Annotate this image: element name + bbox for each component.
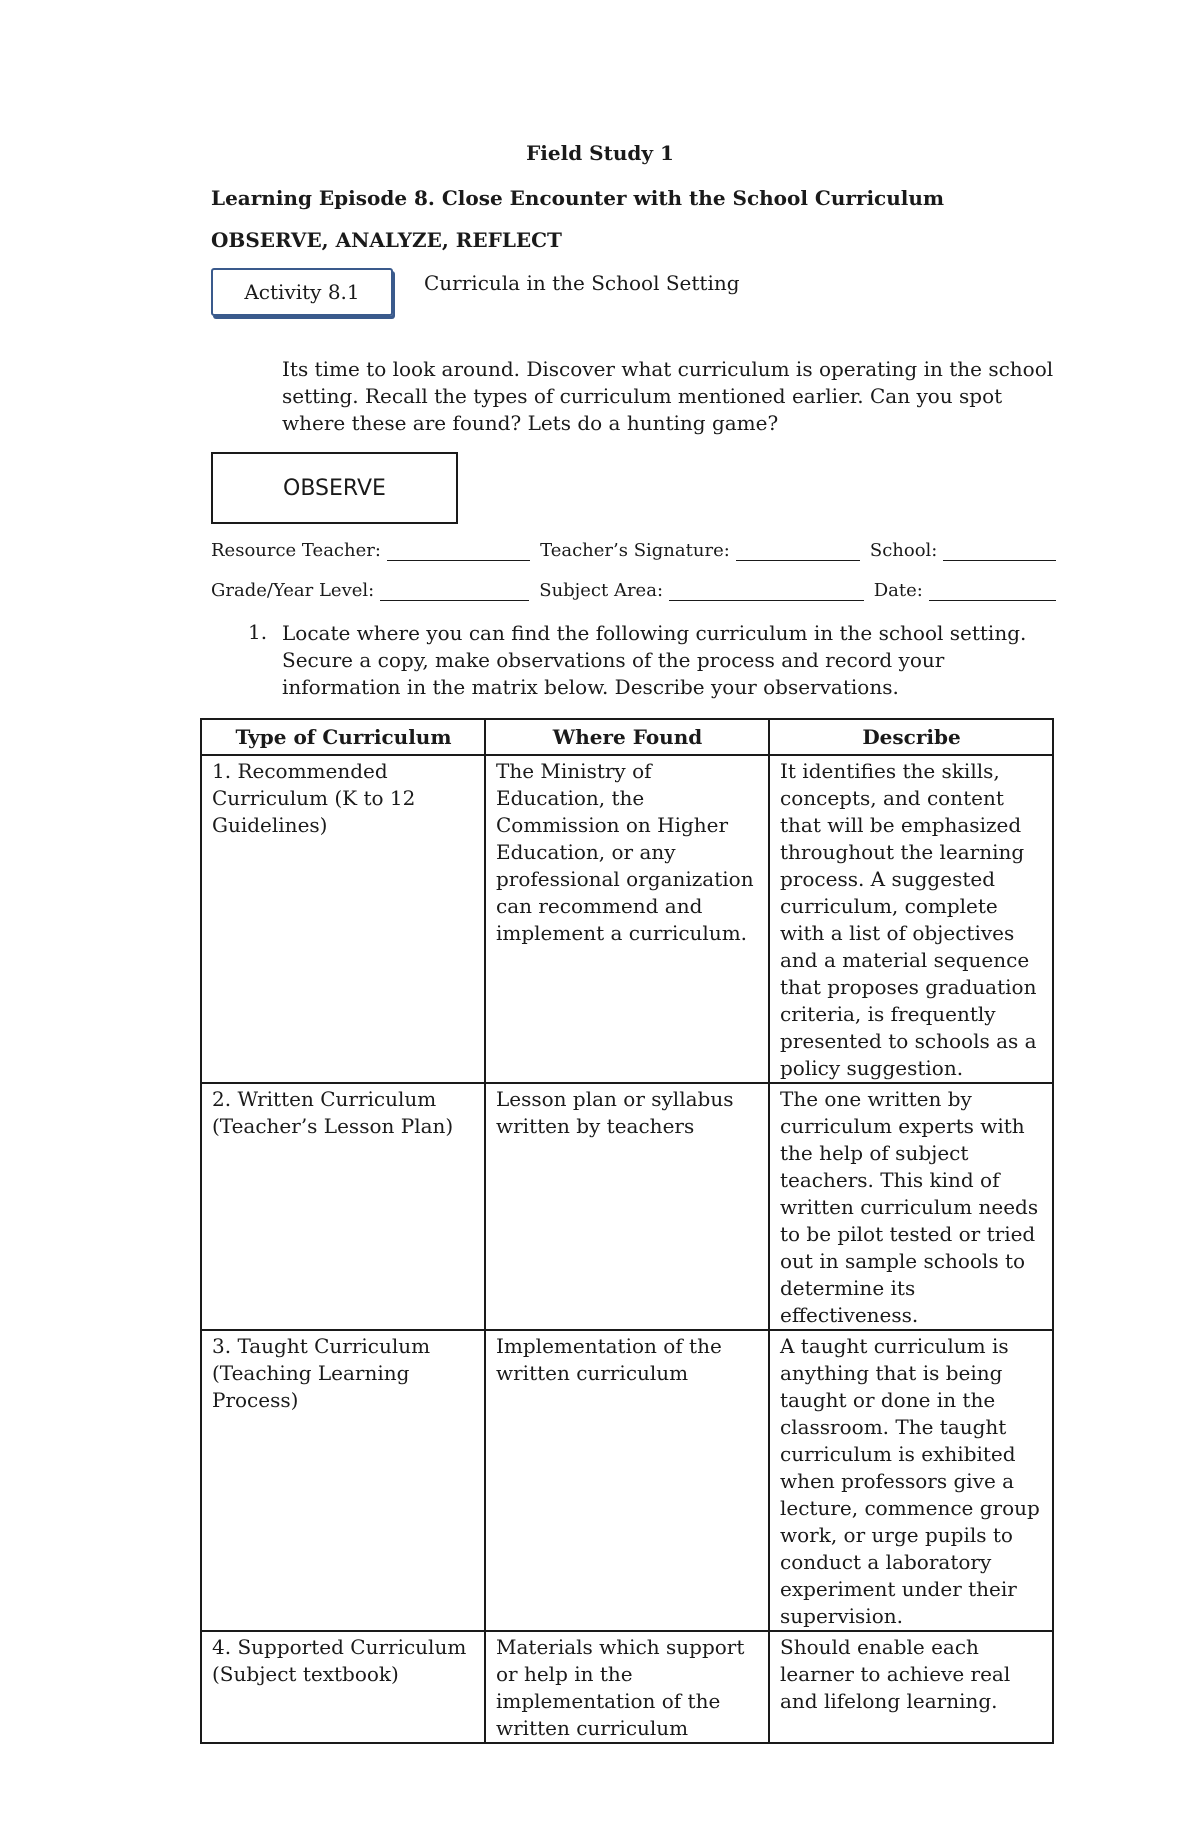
school-field[interactable] — [943, 542, 1056, 561]
activity-label: Activity 8.1 — [244, 280, 360, 304]
section-heading: OBSERVE, ANALYZE, REFLECT — [211, 228, 562, 252]
cell-describe: The one written by curriculum experts with the help of subject teachers. This kind of written curriculum needs to be pilot tested or tried out in sample schools to determine its effectiveness. — [769, 1083, 1053, 1330]
header-where: Where Found — [485, 719, 769, 755]
observe-box — [211, 452, 458, 524]
date-field[interactable] — [929, 582, 1056, 601]
form-row-2 — [211, 580, 1056, 601]
header-describe: Describe — [769, 719, 1053, 755]
cell-type: 3. Taught Curriculum (Teaching Learning Process) — [201, 1330, 485, 1631]
curriculum-matrix — [200, 718, 1054, 1744]
header-type: Type of Curriculum — [201, 719, 485, 755]
resource-teacher-field[interactable] — [387, 542, 530, 561]
grade-level-label: Grade/Year Level: — [211, 580, 375, 601]
episode-heading: Learning Episode 8. Close Encounter with the School Curriculum — [211, 186, 945, 210]
cell-describe: It identifies the skills, concepts, and content that will be emphasized throughout the learning process. A suggested curriculum, complete with a list of objectives and a material sequence that proposes graduation criteria, is frequently presented to schools as a policy suggestion. — [769, 755, 1053, 1083]
table-row — [201, 1330, 1053, 1631]
observe-label: OBSERVE — [283, 475, 386, 501]
instruction-text: Locate where you can find the following curriculum in the school setting. Secure a copy, make observations of the process and record your information in the matrix below. Describe your observations. — [282, 621, 1027, 699]
resource-teacher-label: Resource Teacher: — [211, 540, 381, 561]
table-row — [201, 1083, 1053, 1330]
cell-type: 4. Supported Curriculum (Subject textbook) — [201, 1631, 485, 1743]
activity-label-box — [211, 268, 393, 316]
cell-type: 1. Recommended Curriculum (K to 12 Guidelines) — [201, 755, 485, 1083]
table-header-row — [201, 719, 1053, 755]
subject-area-label: Subject Area: — [539, 580, 664, 601]
cell-describe: A taught curriculum is anything that is being taught or done in the classroom. The taught curriculum is exhibited when professors give a lecture, commence group work, or urge pupils to conduct a laboratory experiment under their supervision. — [769, 1330, 1053, 1631]
cell-where: Materials which support or help in the implementation of the written curriculum — [485, 1631, 769, 1743]
grade-level-field[interactable] — [380, 582, 529, 601]
teacher-signature-label: Teacher’s Signature: — [540, 540, 730, 561]
cell-describe: Should enable each learner to achieve real and lifelong learning. — [769, 1631, 1053, 1743]
cell-where: The Ministry of Education, the Commission on Higher Education, or any professional organization can recommend and implement a curriculum. — [485, 755, 769, 1083]
activity-intro: Its time to look around. Discover what curriculum is operating in the school setting. Recall the types of curriculum mentioned earlier. Can you spot where these are found? Lets do a hunting game? — [282, 357, 1054, 435]
table-row — [201, 1631, 1053, 1743]
instruction-number: 1. — [248, 620, 268, 644]
form-row-1 — [211, 540, 1056, 561]
date-label: Date: — [873, 580, 923, 601]
activity-title: Curricula in the School Setting — [424, 271, 740, 295]
school-label: School: — [869, 540, 938, 561]
cell-where: Lesson plan or syllabus written by teachers — [485, 1083, 769, 1330]
subject-area-field[interactable] — [669, 582, 864, 601]
page-title: Field Study 1 — [526, 141, 674, 165]
teacher-signature-field[interactable] — [736, 542, 860, 561]
cell-type: 2. Written Curriculum (Teacher’s Lesson Plan) — [201, 1083, 485, 1330]
table-row — [201, 755, 1053, 1083]
cell-where: Implementation of the written curriculum — [485, 1330, 769, 1631]
